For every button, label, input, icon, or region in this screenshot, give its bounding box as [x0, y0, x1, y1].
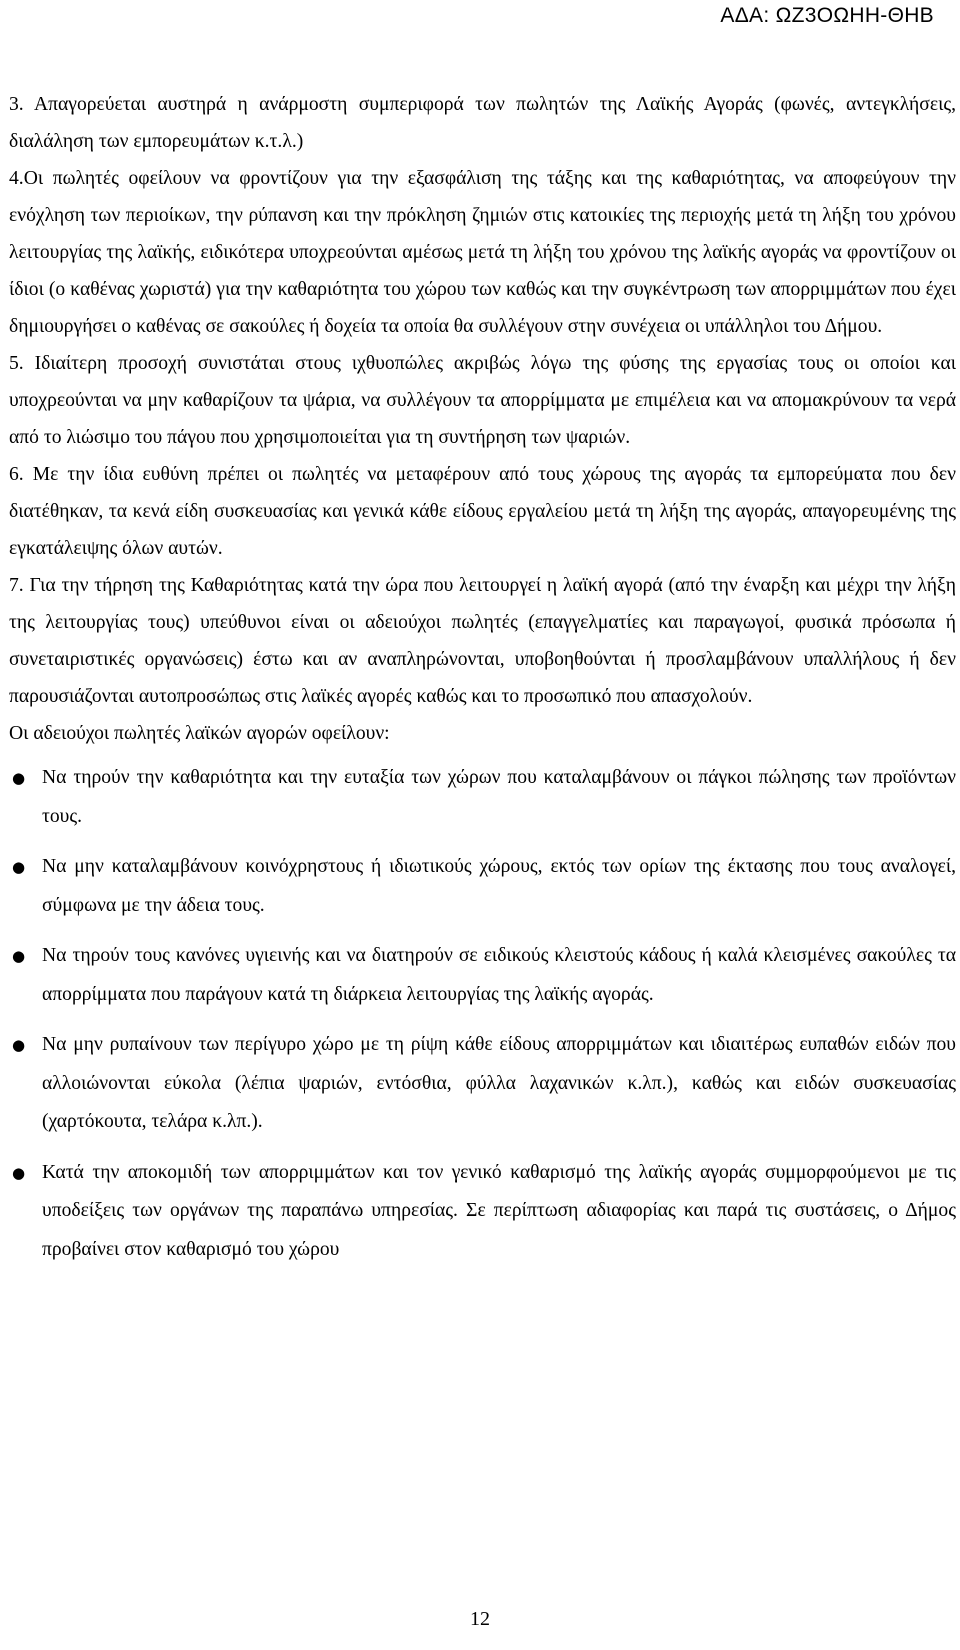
list-item: [9, 937, 956, 1014]
list-item: [9, 848, 956, 925]
list-item: [9, 1154, 956, 1270]
paragraph-5: 5. Ιδιαίτερη προσοχή συνιστάται στους ιχθυοπώλες ακριβώς λόγω της φύσης της εργασίας τους οι οποίοι και υποχρεούνται να μην καθαρίζουν τα ψάρια, να συλλέγουν τα απορρίμματα με επιμέλεια και να απομακρύνουν τα νερά από το λιώσιμο του πάγου που χρησιμοποιείται για τη συντήρηση των ψαριών.: [9, 353, 956, 448]
list-item-text: Να τηρούν την καθαριότητα και την ευταξία των χώρων που καταλαμβάνουν οι πάγκοι πώλησης των προϊόντων τους.: [42, 767, 956, 827]
paragraph-6: 6. Με την ίδια ευθύνη πρέπει οι πωλητές να μεταφέρουν από τους χώρους της αγοράς τα εμπορεύματα που δεν διατέθηκαν, τα κενά είδη συσκευασίας και γενικά κάθε είδους εργαλείου μετά τη λήξη της αγοράς, απαγορευμένης της εγκατάλειψης όλων αυτών.: [9, 464, 956, 559]
ada-code: ΑΔΑ: ΩΖ3ΟΩΗΗ-ΘΗΒ: [720, 4, 934, 27]
list-item-text: Να μην καταλαμβάνουν κοινόχρηστους ή ιδιωτικούς χώρους, εκτός των ορίων της έκτασης που τους αναλογεί, σύμφωνα με την άδεια τους.: [42, 856, 956, 916]
list-item-text: Να μην ρυπαίνουν των περίγυρο χώρο με τη ρίψη κάθε είδους απορριμμάτων και ιδιαιτέρως ευπαθών ειδών που αλλοιώνονται εύκολα (λέπια ψαριών, εντόσθια, φύλλα λαχανικών κ.λπ.), καθώς και ειδών συσκευασίας (χαρτόκουτα, τελάρα κ.λπ.).: [42, 1034, 956, 1132]
document-body: [9, 86, 956, 1281]
page-number: 12: [470, 1608, 490, 1630]
obligations-list: [9, 759, 956, 1269]
bullet-icon: ●: [12, 1163, 26, 1182]
list-item: [9, 759, 956, 836]
list-item: [9, 1026, 956, 1142]
paragraph-7: 7. Για την τήρηση της Καθαριότητας κατά την ώρα που λειτουργεί η λαϊκή αγορά (από την έναρξη και μέχρι την λήξη της λειτουργίας τους) υπεύθυνοι είναι οι αδειούχοι πωλητές (επαγγελματίες και παραγωγοί, φυσικά πρόσωπα ή συνεταιριστικές οργανώσεις) έστω και αν αναπληρώνονται, υποβοηθούνται ή προσλαμβάνουν υπαλλήλους ή δεν παρουσιάζονται αυτοπροσώπως στις λαϊκές αγορές καθώς και το προσωπικό που απασχολούν.: [9, 575, 956, 707]
list-item-text: Κατά την αποκομιδή των απορριμμάτων και τον γενικό καθαρισμό της λαϊκής αγοράς συμμορφούμενοι με τις υποδείξεις των οργάνων της παραπάνω υπηρεσίας. Σε περίπτωση αδιαφορίας και παρά τις συστάσεις, ο Δήμος προβαίνει στον καθαρισμό του χώρου: [42, 1161, 956, 1260]
bullet-icon: ●: [12, 947, 26, 965]
obligations-intro: Οι αδειούχοι πωλητές λαϊκών αγορών οφείλουν:: [9, 723, 390, 744]
bullet-icon: ●: [12, 1036, 26, 1054]
paragraph-4: 4.Οι πωλητές οφείλουν να φροντίζουν για την εξασφάλιση της τάξης και της καθαριότητας, να αποφεύγουν την ενόχληση των περιοίκων, την ρύπανση και την πρόκληση ζημιών στις κατοικίες της περιοχής μετά τη λήξη του χρόνου λειτουργίας της λαϊκής, ειδικότερα υποχρεούνται αμέσως μετά τη λήξη του χρόνου της λαϊκής αγοράς να φροντίζουν οι ίδιοι (ο καθένας χωριστά) για την καθαριότητα του χώρου των καθώς και την συγκέντρωση των απορριμμάτων που έχει δημιουργήσει ο καθένας σε σακούλες ή δοχεία τα οποία θα συλλέγουν στην συνέχεια οι υπάλληλοι του Δήμου.: [9, 168, 956, 337]
list-item-text: Να τηρούν τους κανόνες υγιεινής και να διατηρούν σε ειδικούς κλειστούς κάδους ή καλά κλεισμένες σακούλες τα απορρίμματα που παράγουν κατά τη διάρκεια λειτουργίας της λαϊκής αγοράς.: [42, 945, 956, 1005]
bullet-icon: ●: [12, 769, 26, 787]
bullet-icon: ●: [12, 858, 26, 876]
paragraph-3: 3. Απαγορεύεται αυστηρά η ανάρμοστη συμπεριφορά των πωλητών της Λαϊκής Αγοράς (φωνές, αντεγκλήσεις, διαλάληση των εμπορευμάτων κ.τ.λ.): [9, 94, 956, 152]
